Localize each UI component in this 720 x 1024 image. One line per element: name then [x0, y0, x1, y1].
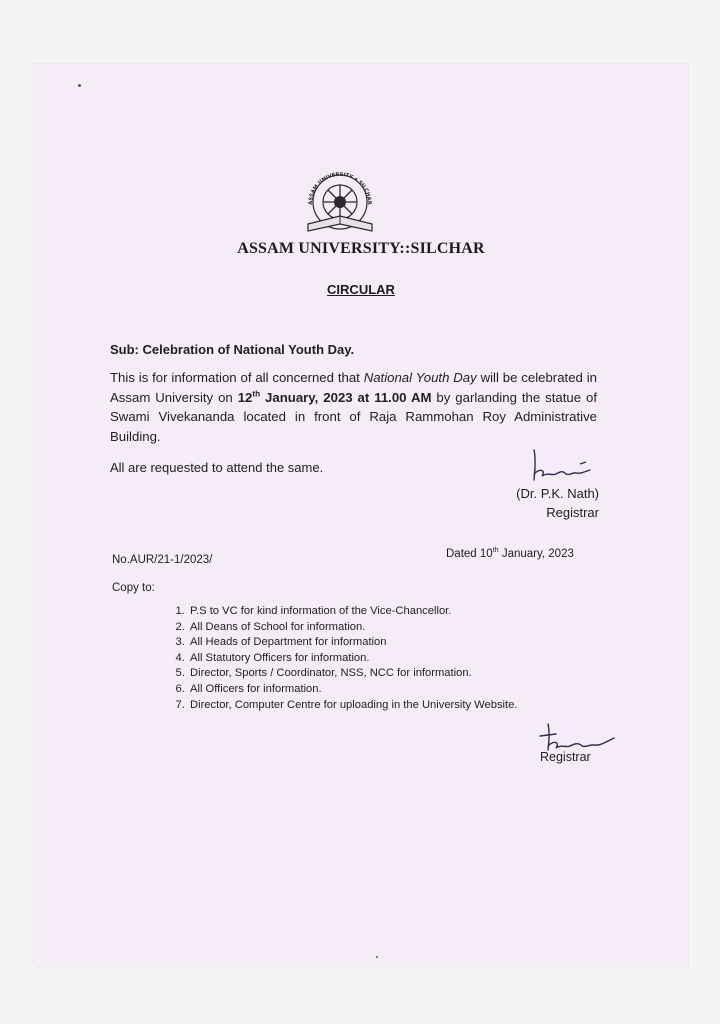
body-text-2: will be celebrated in Assam University on [110, 370, 597, 405]
scan-speck [376, 956, 378, 958]
circular-body [110, 368, 597, 446]
event-name: National Youth Day [363, 370, 477, 385]
list-item: 2. All Deans of School for information. [188, 620, 518, 636]
registrar-signature [526, 446, 596, 486]
university-emblem-icon [302, 168, 378, 236]
signatory-block [498, 484, 599, 522]
issue-date: Dated 10th January, 2023 [446, 546, 574, 560]
attend-request: All are requested to attend the same. [110, 460, 324, 475]
list-item: 7. Director, Computer Centre for uploading in the University Website. [188, 698, 518, 714]
list-item: 6. All Officers for information. [188, 682, 518, 698]
list-item: 3. All Heads of Department for information [188, 635, 518, 651]
footer-registrar: Registrar [540, 750, 591, 764]
signatory-designation: Registrar [546, 505, 599, 520]
document-page [34, 64, 688, 966]
body-text-3: by garlanding the statue of Swami Vivekananda located in front of Raja Rammohan Roy Administrative Building. [110, 389, 598, 444]
signatory-name: (Dr. P.K. Nath) [516, 486, 599, 501]
list-item: 4. All Statutory Officers for information. [188, 651, 518, 667]
copy-to-list [170, 604, 518, 713]
scan-speck [78, 84, 81, 87]
list-item: 1. P.S to VC for kind information of the Vice-Chancellor. [188, 604, 518, 620]
svg-text:ASSAM UNIVERSITY • SILCHAR: ASSAM UNIVERSITY • SILCHAR [307, 171, 373, 205]
list-item: 5. Director, Sports / Coordinator, NSS, NCC for information. [188, 666, 518, 682]
circular-heading: CIRCULAR [327, 282, 395, 297]
reference-number: No.AUR/21-1/2023/ [112, 554, 213, 566]
subject-line: Sub: Celebration of National Youth Day. [110, 342, 355, 357]
event-date-time: 12th January, 2023 at 11.00 AM [237, 389, 432, 405]
body-text-1: This is for information of all concerned that [110, 370, 364, 385]
university-title: ASSAM UNIVERSITY::SILCHAR [237, 240, 485, 257]
copy-to-label: Copy to: [112, 582, 155, 594]
